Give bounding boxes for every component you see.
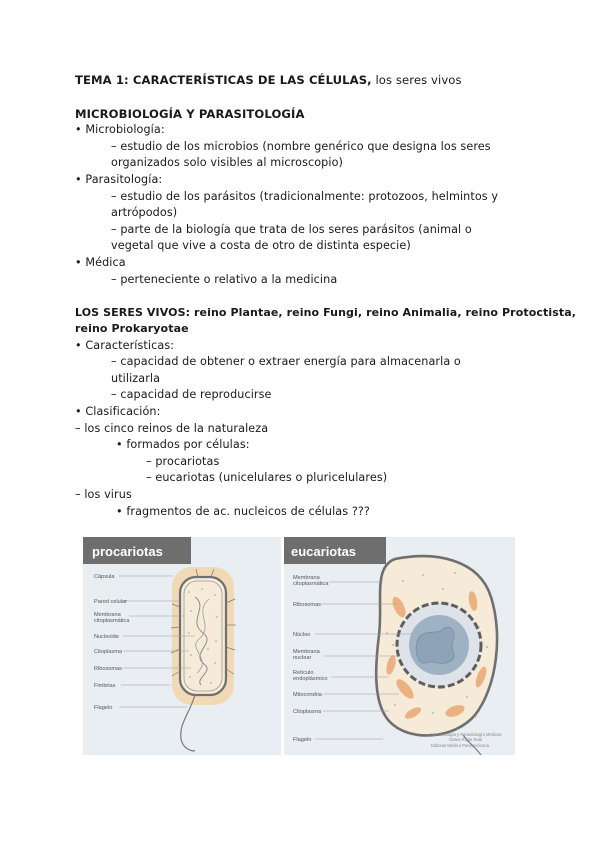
label-ribosomas: Ribosomas bbox=[94, 666, 122, 672]
bullet-parasitologia: • Parasitología: bbox=[75, 173, 163, 186]
label-fimbrias: Fimbrias bbox=[94, 683, 116, 689]
list-item: vegetal que vive a costa de otro de distinta especie) bbox=[111, 239, 411, 252]
label-pared-celular: Pared celular bbox=[94, 599, 127, 605]
label-membrana: Membrana bbox=[293, 575, 320, 581]
label-nuclear: nuclear bbox=[293, 655, 312, 661]
cell-types-figure bbox=[83, 537, 515, 755]
eucariotas-panel bbox=[284, 537, 515, 755]
procariotas-panel bbox=[83, 537, 281, 755]
label-citoplasmatica: citoplasmática bbox=[293, 581, 329, 587]
label-endoplasmico: endoplásmico bbox=[293, 676, 328, 682]
list-item: – los cinco reinos de la naturaleza bbox=[75, 422, 269, 435]
list-item: – perteneciente o relativo a la medicina bbox=[111, 273, 338, 286]
section2-heading-cont: reino Prokaryotae bbox=[75, 322, 189, 335]
bullet-microbiologia: • Microbiología: bbox=[75, 123, 165, 136]
list-item: – los virus bbox=[75, 488, 132, 501]
eucariotas-title: eucariotas bbox=[291, 544, 357, 559]
label-flagelo: Flagelo bbox=[94, 705, 113, 711]
list-item: • fragmentos de ac. nucleicos de células ??? bbox=[116, 505, 370, 518]
label-citoplasmatica: citoplasmática bbox=[94, 618, 130, 624]
figure-credit: Editorial Médica Panamericana bbox=[431, 743, 489, 748]
list-item: • formados por células: bbox=[116, 438, 250, 451]
label-nucleo: Núcleo bbox=[293, 632, 311, 638]
bullet-caracteristicas: • Características: bbox=[75, 339, 175, 352]
list-item: – eucariotas (unicelulares o pluricelulares) bbox=[146, 471, 388, 484]
list-item: – estudio de los microbios (nombre genérico que designa los seres bbox=[111, 140, 491, 153]
list-item: organizados solo visibles al microscopio) bbox=[111, 156, 344, 169]
label-nucleoide: Nucleoide bbox=[94, 634, 119, 640]
section1-heading: MICROBIOLOGÍA Y PARASITOLOGÍA bbox=[75, 107, 305, 121]
figure-credit: Microbiología y Parasitología Médicas bbox=[431, 732, 502, 737]
procariotas-title: procariotas bbox=[92, 544, 163, 559]
label-flagelo: Flagelo bbox=[293, 737, 312, 743]
list-item: utilizarla bbox=[111, 372, 161, 385]
figure-credit: Gatea Rojas Raúl bbox=[449, 737, 483, 742]
list-item: – capacidad de obtener o extraer energía para almacenarla o bbox=[111, 355, 461, 368]
title-rest: los seres vivos bbox=[371, 73, 462, 87]
label-capsula: Cápsula bbox=[94, 574, 115, 580]
label-reticulo: Retículo bbox=[293, 670, 314, 676]
page-title bbox=[75, 72, 462, 89]
list-item: – parte de la biología que trata de los seres parásitos (animal o bbox=[111, 223, 472, 236]
bullet-medica: • Médica bbox=[75, 256, 126, 269]
label-ribosomas: Ribosomas bbox=[293, 602, 321, 608]
title-bold: TEMA 1: CARACTERÍSTICAS DE LAS CÉLULAS, bbox=[75, 73, 372, 87]
list-item: – estudio de los parásitos (tradicionalmente: protozoos, helmintos y bbox=[111, 190, 499, 203]
list-item: artrópodos) bbox=[111, 206, 178, 219]
label-mitocondria: Mitocondria bbox=[293, 692, 322, 698]
label-membrana-nuclear: Membrana bbox=[293, 649, 320, 655]
list-item: – capacidad de reproducirse bbox=[111, 388, 272, 401]
label-citoplasma: Citoplasma bbox=[293, 709, 321, 715]
bullet-clasificacion: • Clasificación: bbox=[75, 405, 161, 418]
label-citoplasma: Citoplasma bbox=[94, 649, 122, 655]
section2-heading: LOS SERES VIVOS: reino Plantae, reino Fungi, reino Animalia, reino Protoctista, bbox=[75, 306, 577, 319]
label-membrana: Membrana bbox=[94, 612, 121, 618]
list-item: – procariotas bbox=[146, 455, 220, 468]
